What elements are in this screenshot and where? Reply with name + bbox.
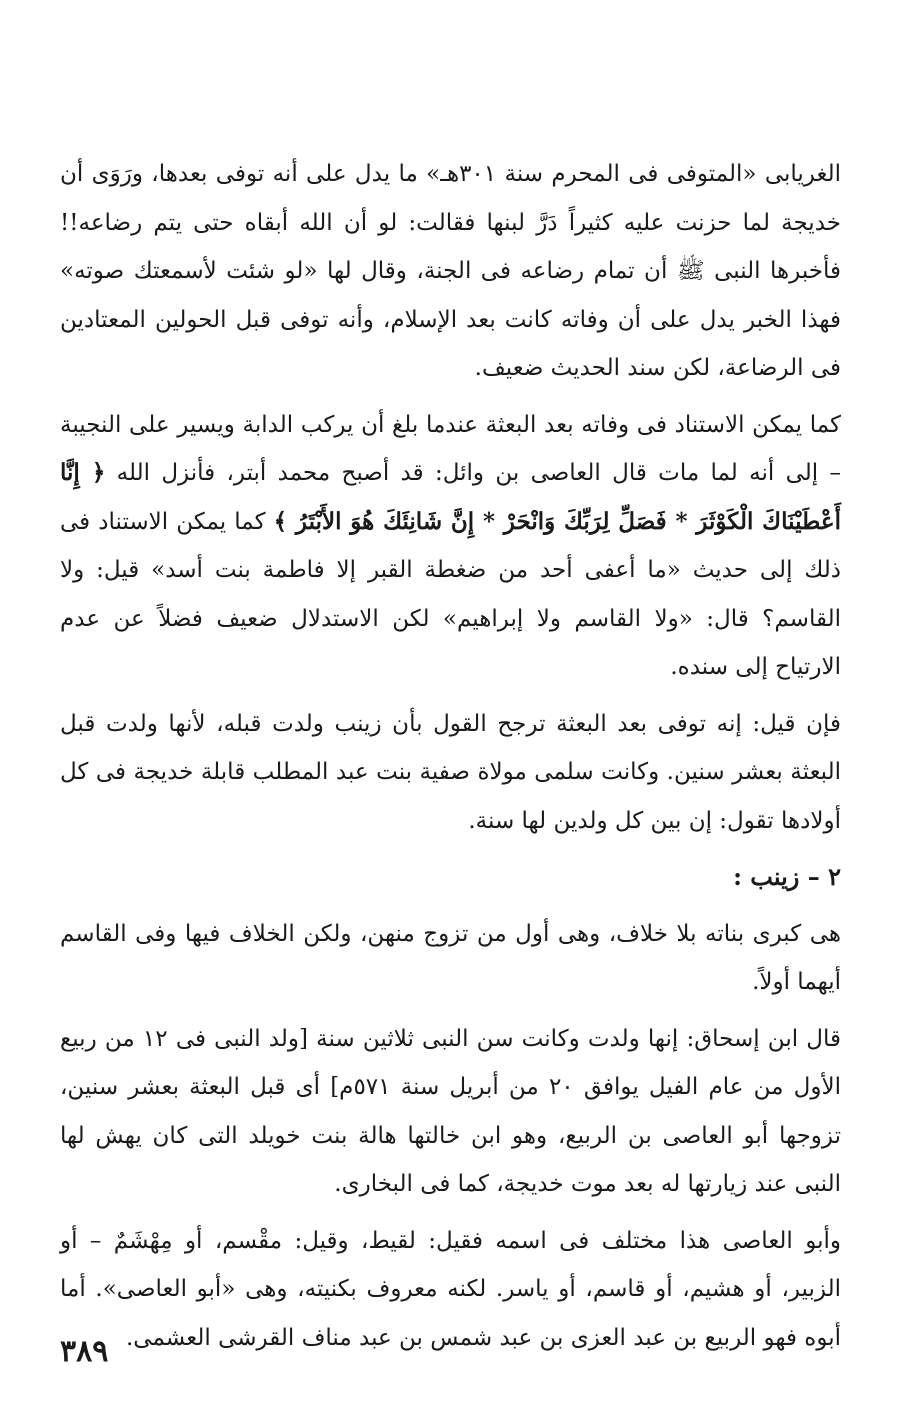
quran-verse: ﴿ إِنَّا أَعْطَيْنَاكَ الْكَوْثَرَ * فَصَلِّ لِرَبِّكَ وَانْحَرْ * إِنَّ شَانِئَكَ هُوَ الأَبْتَرُ ﴾ xyxy=(60,459,841,535)
section-heading: ٢ – زينب : xyxy=(733,862,841,891)
paragraph-3 xyxy=(60,700,841,846)
paragraph-6: وأبو العاصى هذا مختلف فى اسمه فقيل: لقيط، وقيل: مقْسم، أو مِهْشَمٌ – أو الزبير، أو هشيم، أو قاسم، أو ياسر. لكنه معروف بكنيته، وهى «أبو العاصى». أما أبوه فهو الربيع بن عبد العزى بن عبد شمس بن عبد مناف القرشى العشمى. xyxy=(60,1227,841,1351)
body-text xyxy=(60,150,841,1362)
paragraph-1-text: الغريابى «المتوفى فى المحرم سنة ٣٠١هـ» ما يدل على أنه توفى بعدها، ورَوَى أن خديجة لما حزنت عليه كثيراً دَرَّ لبنها فقالت: لو أن الله أبقاه حتى يتم رضاعه!! فأخبرها النبى ﷺ أن تمام رضاعه فى الجنة، وقال لها «لو شئت لأسمعتك صوته» فهذا الخبر يدل على أن وفاته كانت بعد الإسلام، وأنه توفى قبل الحولين المعتادين فى الرضاعة، لكن سند الحديث ضعيف. xyxy=(60,161,841,381)
paragraph-1 xyxy=(60,150,841,393)
paragraph-4: هى كبرى بناته بلا خلاف، وهى أول من تزوج منهن، ولكن الخلاف فيها وفى القاسم أيهما أولاً. xyxy=(60,920,841,995)
paragraph-2-text-before: كما يمكن الاستناد فى وفاته بعد البعثة عندما بلغ أن يركب الدابة ويسير على النجيبة – إلى أنه لما مات قال العاصى بن وائل: قد أصبح محمد أبتر، فأنزل الله xyxy=(60,411,841,486)
page-number: ٣٨٩ xyxy=(60,1334,109,1369)
paragraph-3-text: فإن قيل: إنه توفى بعد البعثة ترجح القول بأن زينب ولدت قبله، لأنها ولدت قبل البعثة بعشر سنين. وكانت سلمى مولاة صفية بنت عبد المطلب قابلة خديجة فى كل أولادها تقول: إن بين كل ولدين لها سنة. xyxy=(60,710,841,834)
paragraph-5: قال ابن إسحاق: إنها ولدت وكانت سن النبى ثلاثين سنة [ولد النبى فى ١٢ من ربيع الأول من عام الفيل يوافق ٢٠ من أبريل سنة ٥٧١م] أى قبل البعثة بعشر سنين، تزوجها أبو العاصى بن الربيع، وهو ابن خالتها هالة بنت خويلد التى كان يهش لها النبى عند زيارتها له بعد موت خديجة، كما فى البخارى. xyxy=(60,1025,842,1197)
paragraph-2 xyxy=(60,401,841,692)
paragraph-2-text-after: كما يمكن الاستناد فى ذلك إلى حديث «ما أعفى أحد من ضغطة القبر إلا فاطمة بنت أسد» قيل: ولا القاسم؟ قال: «ولا القاسم ولا إبراهيم» لكن الاستدلال ضعيف فضلاً عن عدم الارتياح إلى سنده. xyxy=(60,508,841,680)
